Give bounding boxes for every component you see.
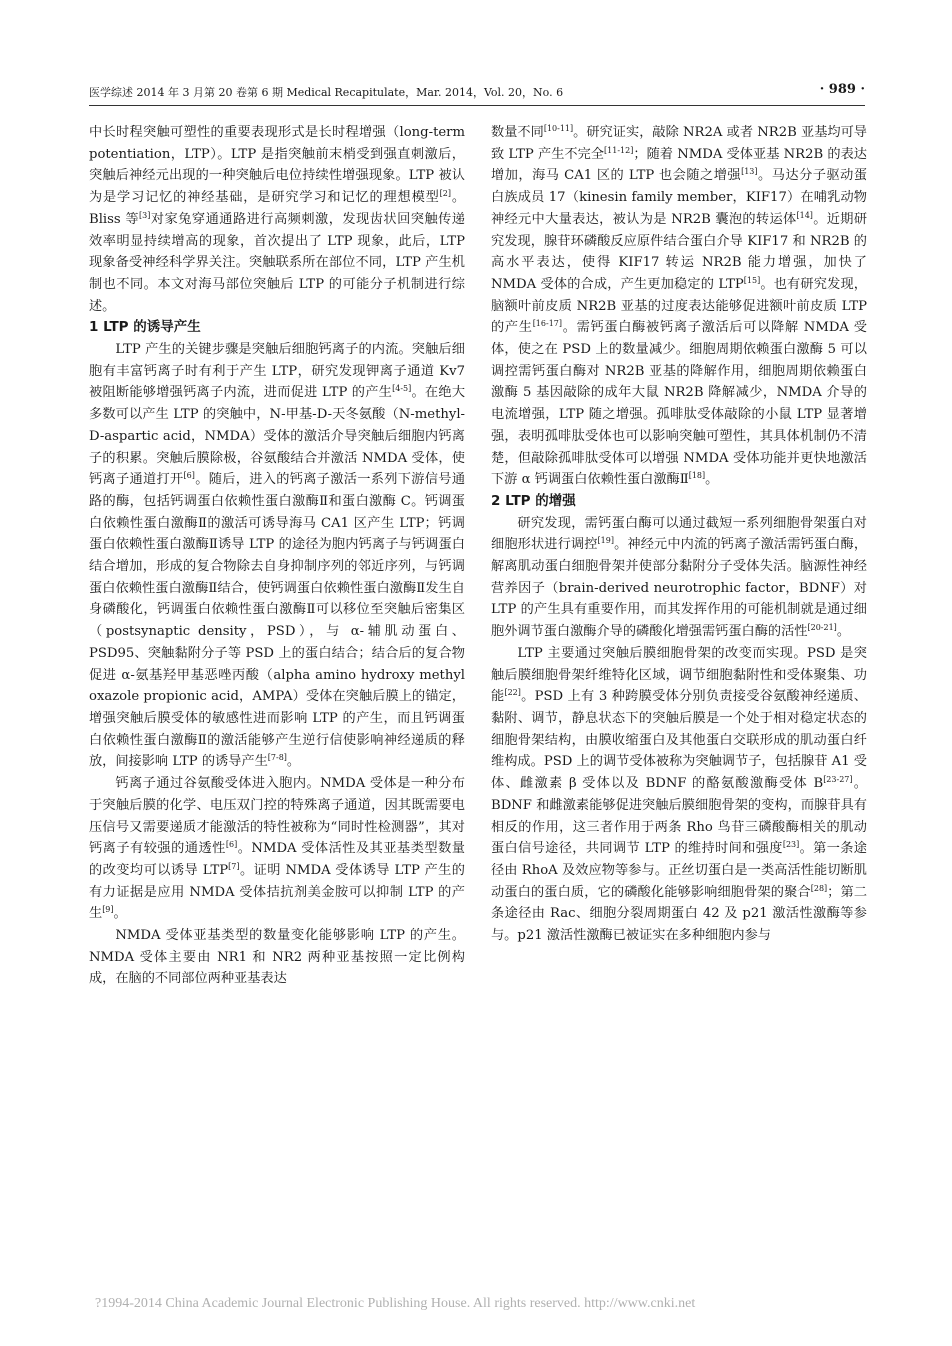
citation-ref: [22] <box>504 688 521 698</box>
text-run: ；随着 NMDA 受体亚基 NR2B 的表达增加，海马 CA1 区的 LTP 也会随之增强 <box>491 146 867 184</box>
text-run: 。PSD 上有 3 种跨膜受体分别负责接受谷氨酸神经递质、黏附、调节，静息状态下的突触后膜是一个处于相对稳定状态的细胞骨架结构，由膜收缩蛋白及其他蛋白交联形成的肌动蛋白纤维构成。PSD 上的调节受体被称为突触调节子，包括腺苷 A1 受体、雌激素 β 受体以及 BDNF 的酪氨酸激酶受体 B <box>491 689 867 792</box>
paragraph <box>89 122 465 317</box>
text-run: 。研究证实，敲除 NR2A 或者 NR2B 亚基均可导致 LTP 产生不完全 <box>491 125 867 162</box>
text-run: 。NMDA 受体活性及其亚基类型数量的改变均可以诱导 LTP <box>89 841 465 878</box>
text-run: LTP 产生的关键步骤是突触后细胞钙离子的内流。突触后细胞有丰富钙离子时有利于产生 LTP，研究发现钾离子通道 Kv7 被阻断能够增强钙离子内流，进而促进 LTP 的产生 <box>89 342 465 401</box>
text-run: 。 <box>836 624 850 640</box>
paragraph <box>491 513 867 643</box>
text-run: 。 <box>705 472 719 488</box>
text-run: 。 <box>286 754 301 770</box>
citation-ref: [16-17] <box>532 319 562 329</box>
paragraph <box>89 925 465 990</box>
paragraph <box>491 643 867 947</box>
text-run: 。马达分子驱动蛋白族成员 17（kinesin family member，KIF17）在哺乳动物神经元中大量表达，被认为是 NR2B 囊泡的转运体 <box>491 168 868 227</box>
citation-ref: [10-11] <box>543 124 574 133</box>
citation-ref: [3] <box>139 210 151 220</box>
citation-ref: [23] <box>782 840 800 850</box>
citation-ref: [6] <box>225 840 238 850</box>
text-run: 。证明 NMDA 受体诱导 LTP 产生的有力证据是应用 NMDA 受体拮抗剂美金胺可以抑制 LTP 的产生 <box>89 862 465 922</box>
text-run: 研究发现，需钙蛋白酶可以通过截短一系列细胞骨架蛋白对细胞形状进行调控 <box>491 515 867 553</box>
text-run: 。 <box>113 906 127 922</box>
text-run: 。也有研究发现，脑额叶前皮质 NR2B 亚基的过度表达能够促进额叶前皮质 LTP 的产生 <box>491 276 867 336</box>
section-heading: 1 LTP 的诱导产生 <box>89 319 201 336</box>
citation-ref: [28] <box>810 883 828 893</box>
paragraph <box>89 339 465 773</box>
paragraph <box>89 773 465 925</box>
text-run: 。神经元中内流的钙离子激活需钙蛋白酶，解离肌动蛋白细胞骨架并使部分黏附分子受体失活。脑源性神经营养因子（brain-derived neurotrophic factor，BDNF）对 LTP 的产生具有重要作用，而其发挥作用的可能机制就是通过细胞外调节蛋白激酶介导的磷酸化增强需钙蛋白酶的活性 <box>491 537 868 640</box>
text-run: NMDA 受体亚基类型的数量变化能够影响 LTP 的产生。NMDA 受体主要由 NR1 和 NR2 两种亚基按照一定比例构成，在脑的不同部位两种亚基表达 <box>89 928 465 987</box>
running-header <box>89 80 865 104</box>
citation-ref: [7] <box>228 861 240 871</box>
text-run: 中长时程突触可塑性的重要表现形式是长时程增强（long-term potentiation，LTP）。LTP 是指突触前末梢受到强直刺激后，突触后神经元出现的一种突触后电位持续性增强现象。LTP 被认为是学习记忆的神经基础，是研究学习和记忆的理想模型 <box>89 125 465 206</box>
citation-ref: [6] <box>183 471 195 481</box>
text-run: 。随后，进入的钙离子激活一系列下游信号通路的酶，包括钙调蛋白依赖性蛋白激酶Ⅱ和蛋白激酶 C。钙调蛋白依赖性蛋白激酶Ⅱ的激活可诱导海马 CA1 区产生 LTP；钙调蛋白依赖性蛋白激酶Ⅱ诱导 LTP 的途径为胞内钙离子与钙调蛋白结合增加，形成的复合物除去自身抑制序列的邻近序列，与钙调蛋白依赖性蛋白激酶Ⅱ结合，使钙调蛋白依赖性蛋白激酶Ⅱ发生自身磷酸化，钙调蛋白依赖性蛋白激酶Ⅱ可以移位至突触后密集区（postsynaptic density，PSD），与 α-辅肌动蛋白、PSD95、突触黏附分子等 PSD 上的蛋白结合；结合后的复合物促进 α-氨基羟甲基恶唑丙酸（alpha amino hydroxy methyl oxazole propionic acid，AMPA）受体在突触后膜上的锚定，增强突触后膜受体的敏感性进而影响 LTP 的产生，而且钙调蛋白依赖性蛋白激酶Ⅱ的激活能够产生逆行信使影响神经递质的释放，间接影响 LTP 的诱导产生 <box>89 472 466 770</box>
text-run: ；第二条途径由 Rac、细胞分裂周期蛋白 42 及 p21 激活性激酶等参与。p21 激活性激酶已被证实在多种细胞内参与 <box>491 884 868 944</box>
text-run: LTP 主要通过突触后膜细胞骨架的改变而实现。PSD 是突触后膜细胞骨架纤维特化区域，调节细胞黏附性和受体聚集、功能 <box>491 645 867 705</box>
text-run: 钙离子通过谷氨酸受体进入胞内。NMDA 受体是一种分布于突触后膜的化学、电压双门控的特殊离子通道，因其既需要电压信号又需要递质才能激活的特性被称为“同时性检测器”，其对钙离子有较强的通透性 <box>89 776 465 857</box>
text-run: 数量不同 <box>491 125 544 140</box>
text-run: 。第一条途径由 RhoA 及效应物等参与。正丝切蛋白是一类高活性能切断肌动蛋白的蛋白质，它的磷酸化能够影响细胞骨架的聚合 <box>491 841 867 900</box>
citation-ref: [7-8] <box>267 753 287 763</box>
citation-ref: [23-27] <box>823 775 853 785</box>
copyright-footer: ?1994-2014 China Academic Journal Electronic Publishing House. All rights reserved. http://www.cnki.net <box>95 1296 696 1311</box>
text-run: 。需钙蛋白酶被钙离子激活后可以降解 NMDA 受体，使之在 PSD 上的数量减少。细胞周期依赖蛋白激酶 5 可以调控需钙蛋白酶对 NR2B 亚基的降解作用，细胞周期依赖蛋白激酶 5 基因敲除的成年大鼠 NR2B 降解减少，NMDA 介导的电流增强，LTP 随之增强。孤啡肽受体敲除的小鼠 LTP 显著增强，表明孤啡肽受体也可以影响突触可塑性，其具体机制仍不清楚，但敲除孤啡肽受体可以增强 NMDA 受体功能并更快地激活下游 α 钙调蛋白依赖性蛋白激酶Ⅱ <box>491 320 867 488</box>
text-run: 。在绝大多数可以产生 LTP 的突触中，N-甲基-D-天冬氨酸（N-methyl-D-aspartic acid，NMDA）受体的激活介导突触后细胞内钙离子的积累。突触后膜除极，谷氨酸结合并激活 NMDA 受体，使钙离子通道打开 <box>89 385 466 488</box>
page-number: · 989 · <box>819 82 865 97</box>
section-heading: 2 LTP 的增强 <box>491 492 576 509</box>
journal-citation: 医学综述 2014 年 3 月第 20 卷第 6 期 Medical Recapitulate，Mar. 2014，Vol. 20，No. 6 <box>89 86 564 99</box>
citation-ref: [15] <box>743 275 761 285</box>
header-rule <box>89 105 865 106</box>
citation-ref: [2] <box>439 189 451 199</box>
citation-ref: [4-5] <box>392 384 412 394</box>
left-column <box>89 122 465 990</box>
citation-ref: [20-21] <box>807 623 837 633</box>
citation-ref: [19] <box>597 536 614 546</box>
citation-ref: [9] <box>102 905 114 915</box>
text-run: 。Bliss 等 <box>89 190 466 227</box>
text-run: 。近期研究发现，腺苷环磷酸反应原件结合蛋白介导 KIF17 和 NR2B 的高水平表达，使得 KIF17 转运 NR2B 能力增强，加快了 NMDA 受体的合成，产生更加稳定的 LTP <box>491 211 868 292</box>
right-column <box>491 122 867 947</box>
text-run: 对家兔穿通通路进行高频刺激，发现齿状回突触传递效率明显持续增高的现象，首次提出了 LTP 现象，此后，LTP 现象备受神经科学界关注。突触联系所在部位不同，LTP 产生机制也不同。本文对海马部位突触后 LTP 的可能分子机制进行综述。 <box>89 211 465 314</box>
paragraph <box>491 122 867 491</box>
citation-ref: [13] <box>741 167 758 177</box>
citation-ref: [11-12] <box>604 145 634 155</box>
citation-ref: [14] <box>796 210 813 220</box>
citation-ref: [18] <box>688 471 706 481</box>
text-run: 。BDNF 和雌激素能够促进突触后膜细胞骨架的变构，而腺苷具有相反的作用，这三者作用于两条 Rho 鸟苷三磷酸酶相关的肌动蛋白信号途径，共同调节 LTP 的维持时间和强度 <box>491 776 867 857</box>
